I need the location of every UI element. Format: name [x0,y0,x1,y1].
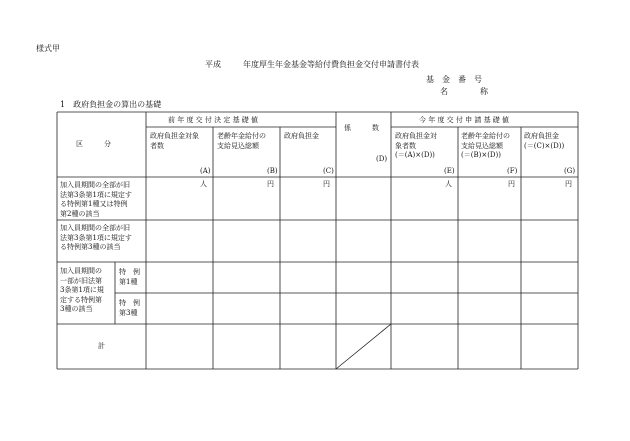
unit-b: 円 [267,180,274,188]
col-e-header: 政府負担金対 象者数 (＝(A)×(D)) [395,132,437,159]
col-b-mark: (B) [267,167,278,175]
row-label-tokurei-1-2: 加入員期間の全部が旧 法第3条第1項に規定す る特例第1種又は特例 第2種の該当 [60,181,132,218]
form-id: 様式甲 [36,44,60,53]
col-b-header: 老齢年金給付の 支給見込総額 [217,132,266,150]
group-prev-label: 前 年 度 交 付 決 定 基 礎 値 [168,116,259,124]
col-f-mark: (F) [507,167,518,175]
unit-f: 円 [508,180,515,188]
row-label-partial-type3: 特 例 第3種 [119,299,140,317]
coef-mark: (D) [376,155,388,163]
col-a-mark: (A) [200,167,211,175]
col-g-header: 政府負担金 (＝(C)×(D)) [524,132,565,150]
row-label-tokurei-3: 加入員期間の全部が旧 法第3条第1項に規定す る特例第3種の該当 [60,224,132,251]
unit-e: 人 [445,180,452,188]
col-f-header: 老齢年金給付の 支給見込総額 (＝(B)×(D)) [461,132,510,159]
col-kubun-label: 区 分 [76,140,111,148]
row-label-partial: 加入員期間の 一部が旧法第 3条第1項に規 定する特例第 3種の該当 [60,267,104,313]
group-curr-label: 今 年 度 交 付 申 請 基 礎 値 [419,116,510,124]
col-c-mark: (C) [323,167,334,175]
fund-name-label: 名 称 [440,87,488,96]
col-a-header: 政府負担金対象 者数 [150,132,199,150]
col-e-mark: (E) [444,167,455,175]
unit-a: 人 [200,180,207,188]
fund-number-label: 基 金 番 号 [426,75,482,84]
row-label-partial-type1: 特 例 第1種 [119,268,140,286]
col-g-mark: (G) [564,167,576,175]
title-era: 平成 [205,60,221,69]
unit-c: 円 [323,180,330,188]
unit-g: 円 [565,180,572,188]
row-label-total: 計 [98,342,105,350]
col-c-header: 政府負担金 [284,132,319,140]
coef-label: 係 数 [344,124,379,132]
page-title: 年度厚生年金基金等給付費負担金交付申請書付表 [243,60,419,69]
section-heading: 1 政府負担金の算出の基礎 [60,100,162,109]
